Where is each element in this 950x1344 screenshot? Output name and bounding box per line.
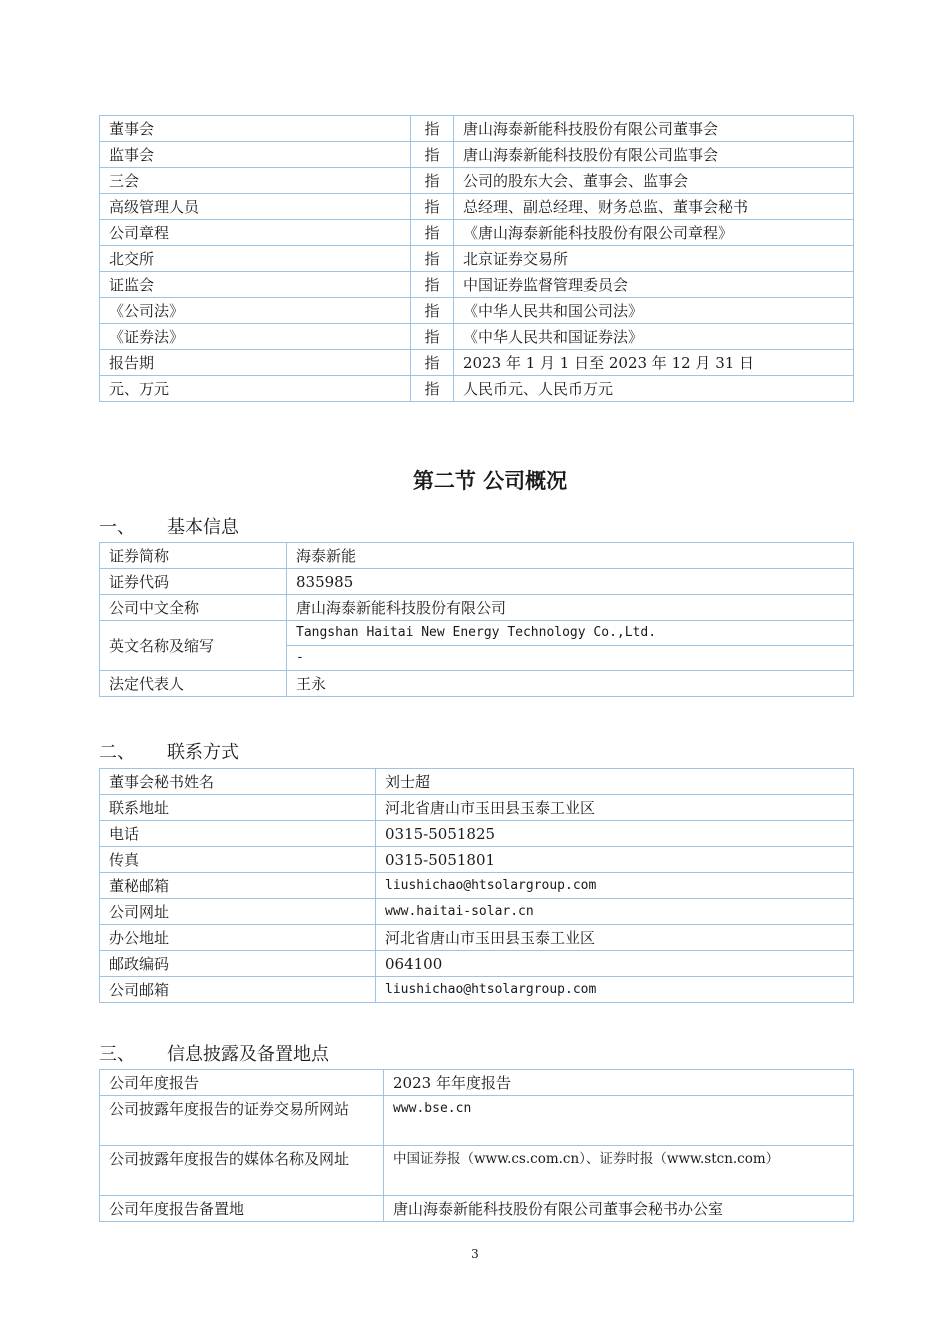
table-row — [100, 899, 854, 925]
glossary-term: 高级管理人员 — [100, 194, 411, 220]
table-row — [100, 769, 854, 795]
glossary-refers: 指 — [411, 376, 454, 402]
basic-info-heading — [99, 516, 239, 540]
heading-text: 联系方式 — [167, 742, 239, 763]
table-row — [100, 595, 854, 621]
table-row — [100, 298, 854, 324]
field-label: 公司中文全称 — [100, 595, 287, 621]
field-value: 2023 年年度报告 — [384, 1070, 854, 1096]
field-value: 刘士超 — [376, 769, 854, 795]
glossary-meaning: 2023 年 1 月 1 日至 2023 年 12 月 31 日 — [454, 350, 854, 376]
glossary-term: 董事会 — [100, 116, 411, 142]
table-row — [100, 142, 854, 168]
glossary-term: 公司章程 — [100, 220, 411, 246]
table-row — [100, 821, 854, 847]
glossary-refers: 指 — [411, 116, 454, 142]
field-label: 公司披露年度报告的证券交易所网站 — [100, 1096, 384, 1146]
table-row — [100, 671, 854, 697]
heading-text: 信息披露及备置地点 — [167, 1044, 329, 1065]
table-row — [100, 873, 854, 899]
field-value: 064100 — [376, 951, 854, 977]
field-value: 唐山海泰新能科技股份有限公司 — [287, 595, 854, 621]
field-label: 公司网址 — [100, 899, 376, 925]
table-row — [100, 194, 854, 220]
field-label: 联系地址 — [100, 795, 376, 821]
field-value: 0315-5051801 — [376, 847, 854, 873]
field-label: 董秘邮箱 — [100, 873, 376, 899]
field-value: 0315-5051825 — [376, 821, 854, 847]
field-value: 河北省唐山市玉田县玉泰工业区 — [376, 795, 854, 821]
field-label: 公司邮箱 — [100, 977, 376, 1003]
glossary-term: 监事会 — [100, 142, 411, 168]
field-value: 835985 — [287, 569, 854, 595]
glossary-meaning: 公司的股东大会、董事会、监事会 — [454, 168, 854, 194]
table-row — [100, 1070, 854, 1096]
glossary-refers: 指 — [411, 350, 454, 376]
table-row — [100, 350, 854, 376]
field-label: 邮政编码 — [100, 951, 376, 977]
glossary-refers: 指 — [411, 298, 454, 324]
table-row — [100, 543, 854, 569]
glossary-meaning: 《中华人民共和国证券法》 — [454, 324, 854, 350]
field-label: 证券代码 — [100, 569, 287, 595]
glossary-table — [99, 115, 854, 402]
heading-text: 基本信息 — [167, 517, 239, 538]
table-row — [100, 925, 854, 951]
glossary-meaning: 中国证券监督管理委员会 — [454, 272, 854, 298]
field-label: 公司披露年度报告的媒体名称及网址 — [100, 1146, 384, 1196]
table-row — [100, 951, 854, 977]
table-row — [100, 324, 854, 350]
table-row — [100, 168, 854, 194]
table-row — [100, 1196, 854, 1222]
section-title: 第二节 公司概况 — [412, 469, 568, 493]
page-number: 3 — [471, 1247, 479, 1261]
field-label: 法定代表人 — [100, 671, 287, 697]
basic-info-table — [99, 542, 854, 697]
disclosure-table — [99, 1069, 854, 1222]
heading-number: 二、 — [99, 742, 135, 763]
table-row — [100, 569, 854, 595]
glossary-refers: 指 — [411, 220, 454, 246]
field-value: www.haitai-solar.cn — [376, 899, 854, 925]
field-value: 王永 — [287, 671, 854, 697]
glossary-term: 报告期 — [100, 350, 411, 376]
glossary-refers: 指 — [411, 324, 454, 350]
glossary-meaning: 北京证券交易所 — [454, 246, 854, 272]
field-value: liushichao@htsolargroup.com — [376, 977, 854, 1003]
table-row — [100, 977, 854, 1003]
field-label: 董事会秘书姓名 — [100, 769, 376, 795]
glossary-refers: 指 — [411, 142, 454, 168]
field-label: 公司年度报告备置地 — [100, 1196, 384, 1222]
heading-number: 一、 — [99, 517, 135, 538]
glossary-meaning: 唐山海泰新能科技股份有限公司董事会 — [454, 116, 854, 142]
table-row — [100, 1146, 854, 1196]
field-value: 河北省唐山市玉田县玉泰工业区 — [376, 925, 854, 951]
field-value: 中国证券报（www.cs.com.cn）、证券时报（www.stcn.com） — [384, 1146, 854, 1196]
heading-number: 三、 — [99, 1044, 135, 1065]
contact-table — [99, 768, 854, 1003]
field-value: 唐山海泰新能科技股份有限公司董事会秘书办公室 — [384, 1196, 854, 1222]
table-row — [100, 376, 854, 402]
glossary-refers: 指 — [411, 246, 454, 272]
table-row — [100, 220, 854, 246]
field-value: Tangshan Haitai New Energy Technology Co.,Ltd. — [287, 621, 854, 646]
table-row — [100, 272, 854, 298]
field-value: 海泰新能 — [287, 543, 854, 569]
field-value: - — [287, 646, 854, 671]
glossary-meaning: 《中华人民共和国公司法》 — [454, 298, 854, 324]
field-value: www.bse.cn — [384, 1096, 854, 1146]
field-label: 电话 — [100, 821, 376, 847]
glossary-term: 证监会 — [100, 272, 411, 298]
glossary-meaning: 人民币元、人民币万元 — [454, 376, 854, 402]
field-label: 证券简称 — [100, 543, 287, 569]
field-label: 传真 — [100, 847, 376, 873]
glossary-refers: 指 — [411, 272, 454, 298]
glossary-term: 《证券法》 — [100, 324, 411, 350]
glossary-meaning: 总经理、副总经理、财务总监、董事会秘书 — [454, 194, 854, 220]
table-row — [100, 116, 854, 142]
glossary-refers: 指 — [411, 168, 454, 194]
field-label: 英文名称及缩写 — [100, 621, 287, 671]
table-row — [100, 246, 854, 272]
glossary-term: 元、万元 — [100, 376, 411, 402]
field-value: liushichao@htsolargroup.com — [376, 873, 854, 899]
glossary-term: 《公司法》 — [100, 298, 411, 324]
glossary-meaning: 《唐山海泰新能科技股份有限公司章程》 — [454, 220, 854, 246]
table-row — [100, 621, 854, 646]
table-row — [100, 1096, 854, 1146]
table-row — [100, 847, 854, 873]
field-label: 办公地址 — [100, 925, 376, 951]
contact-heading — [99, 741, 239, 765]
glossary-term: 北交所 — [100, 246, 411, 272]
table-row — [100, 795, 854, 821]
glossary-term: 三会 — [100, 168, 411, 194]
disclosure-heading — [99, 1043, 329, 1067]
glossary-refers: 指 — [411, 194, 454, 220]
field-label: 公司年度报告 — [100, 1070, 384, 1096]
glossary-meaning: 唐山海泰新能科技股份有限公司监事会 — [454, 142, 854, 168]
